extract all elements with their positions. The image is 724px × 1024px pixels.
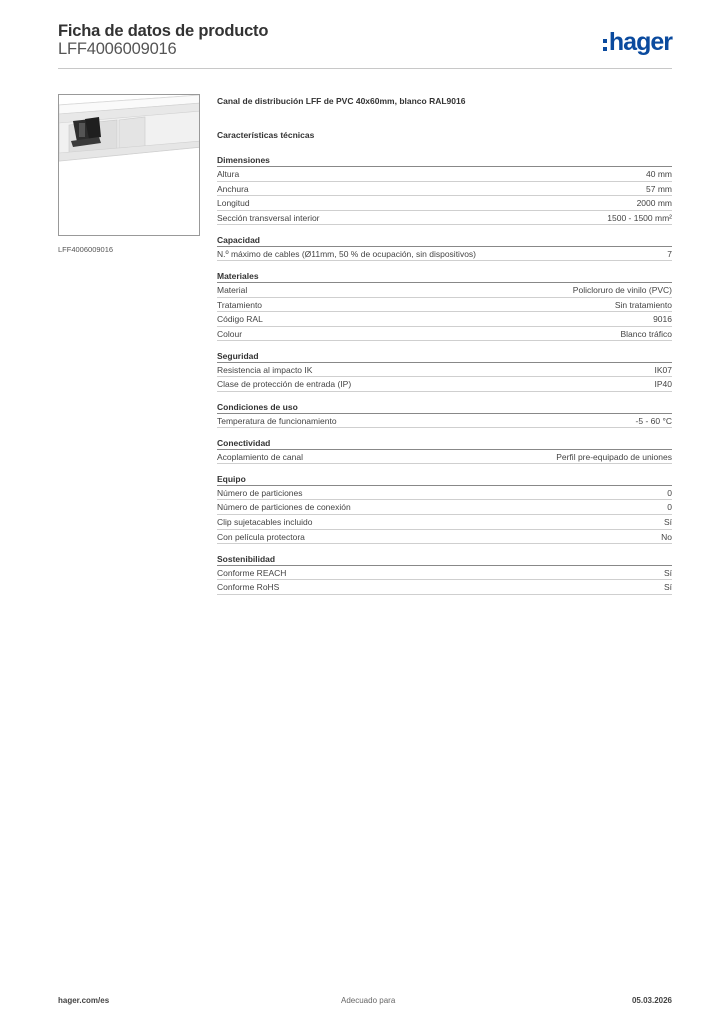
spec-value: -5 - 60 °C	[635, 415, 672, 426]
spec-value: 57 mm	[646, 183, 672, 194]
spec-value: IK07	[654, 364, 672, 375]
tech-specs-title: Características técnicas	[217, 130, 315, 140]
image-caption: LFF4006009016	[58, 245, 114, 254]
section-title: Conectividad	[217, 437, 672, 450]
spec-value: Sí	[663, 582, 672, 593]
product-code: LFF4006009016	[58, 40, 177, 58]
spec-label: Longitud	[217, 198, 250, 209]
spec-row	[217, 414, 672, 429]
spec-row	[217, 566, 672, 581]
spec-row	[217, 327, 672, 342]
spec-label: Conforme REACH	[217, 567, 287, 578]
spec-section	[217, 234, 672, 262]
spec-value: No	[661, 531, 672, 542]
spec-label: Número de particiones de conexión	[217, 502, 351, 513]
spec-row	[217, 298, 672, 313]
spec-value: 0	[667, 502, 672, 513]
spec-section	[217, 473, 672, 544]
cable-trunking-icon	[59, 95, 200, 236]
spec-label: Clip sujetacables incluido	[217, 516, 313, 527]
product-details	[217, 96, 672, 603]
spec-row	[217, 196, 672, 211]
spec-row	[217, 182, 672, 197]
spec-value: 0	[667, 487, 672, 498]
spec-label: Altura	[217, 169, 240, 179]
spec-label: Colour	[217, 328, 243, 339]
spec-label: Temperatura de funcionamiento	[217, 415, 337, 426]
section-title: Seguridad	[217, 350, 672, 363]
spec-value: Perfil pre-equipado de uniones	[556, 451, 672, 462]
section-title: Equipo	[217, 473, 672, 486]
spec-row	[217, 312, 672, 327]
spec-label: Conforme RoHS	[217, 582, 280, 593]
spec-section	[217, 401, 672, 429]
spec-row	[217, 486, 672, 501]
section-title: Materiales	[217, 270, 672, 283]
spec-value: Blanco tráfico	[620, 328, 672, 339]
spec-label: Acoplamiento de canal	[217, 451, 304, 462]
section-title: Sostenibilidad	[217, 553, 672, 566]
spec-section	[217, 270, 672, 341]
spec-value: Sí	[663, 516, 672, 527]
spec-label: Resistencia al impacto IK	[217, 364, 313, 375]
spec-row	[217, 500, 672, 515]
hager-logo	[603, 27, 672, 57]
spec-value: 7	[667, 248, 672, 259]
page-header	[58, 20, 672, 68]
spec-label: Con película protectora	[217, 531, 305, 542]
product-description: Canal de distribución LFF de PVC 40x60mm, blanco RAL9016	[217, 96, 466, 106]
spec-label: Material	[217, 284, 248, 295]
footer-center-text: Adecuado para	[341, 996, 396, 1005]
spec-label: Tratamiento	[217, 299, 263, 310]
spec-value: IP40	[654, 379, 672, 390]
spec-value: Sí	[663, 567, 672, 578]
spec-label: Sección transversal interior	[217, 212, 320, 223]
spec-row	[217, 580, 672, 595]
logo-wordmark: hager	[608, 27, 672, 56]
spec-label: N.º máximo de cables (Ø11mm, 50 % de ocupación, sin dispositivos)	[217, 248, 477, 259]
section-title: Dimensiones	[217, 154, 672, 167]
product-image	[58, 94, 200, 236]
spec-row	[217, 530, 672, 545]
spec-label: Número de particiones	[217, 487, 303, 498]
header-divider	[58, 68, 672, 69]
spec-value: Sin tratamiento	[614, 299, 672, 310]
spec-row	[217, 283, 672, 298]
section-title: Condiciones de uso	[217, 401, 672, 414]
spec-label: Anchura	[217, 183, 249, 194]
document-title: Ficha de datos de producto	[58, 22, 269, 40]
spec-section	[217, 350, 672, 392]
spec-section	[217, 437, 672, 465]
spec-value: 2000 mm	[636, 198, 672, 209]
spec-label: Código RAL	[217, 314, 263, 325]
spec-row	[217, 377, 672, 392]
spec-row	[217, 450, 672, 465]
footer-date: 05.03.2026	[631, 996, 672, 1005]
spec-section	[217, 154, 672, 225]
spec-row	[217, 515, 672, 530]
spec-row	[217, 167, 672, 182]
spec-row	[217, 247, 672, 262]
spec-row	[217, 211, 672, 226]
spec-row	[217, 363, 672, 378]
spec-value: 9016	[653, 314, 672, 325]
logo-dots-icon	[603, 39, 607, 51]
spec-value: Policloruro de vinilo (PVC)	[572, 284, 672, 295]
spec-sections	[217, 154, 672, 595]
spec-label: Clase de protección de entrada (IP)	[217, 379, 352, 390]
section-title: Capacidad	[217, 234, 672, 247]
footer-website[interactable]: hager.com/es	[58, 996, 110, 1005]
spec-value: 1500 - 1500 mm²	[607, 212, 672, 223]
spec-value: 40 mm	[646, 169, 672, 179]
spec-section	[217, 553, 672, 595]
